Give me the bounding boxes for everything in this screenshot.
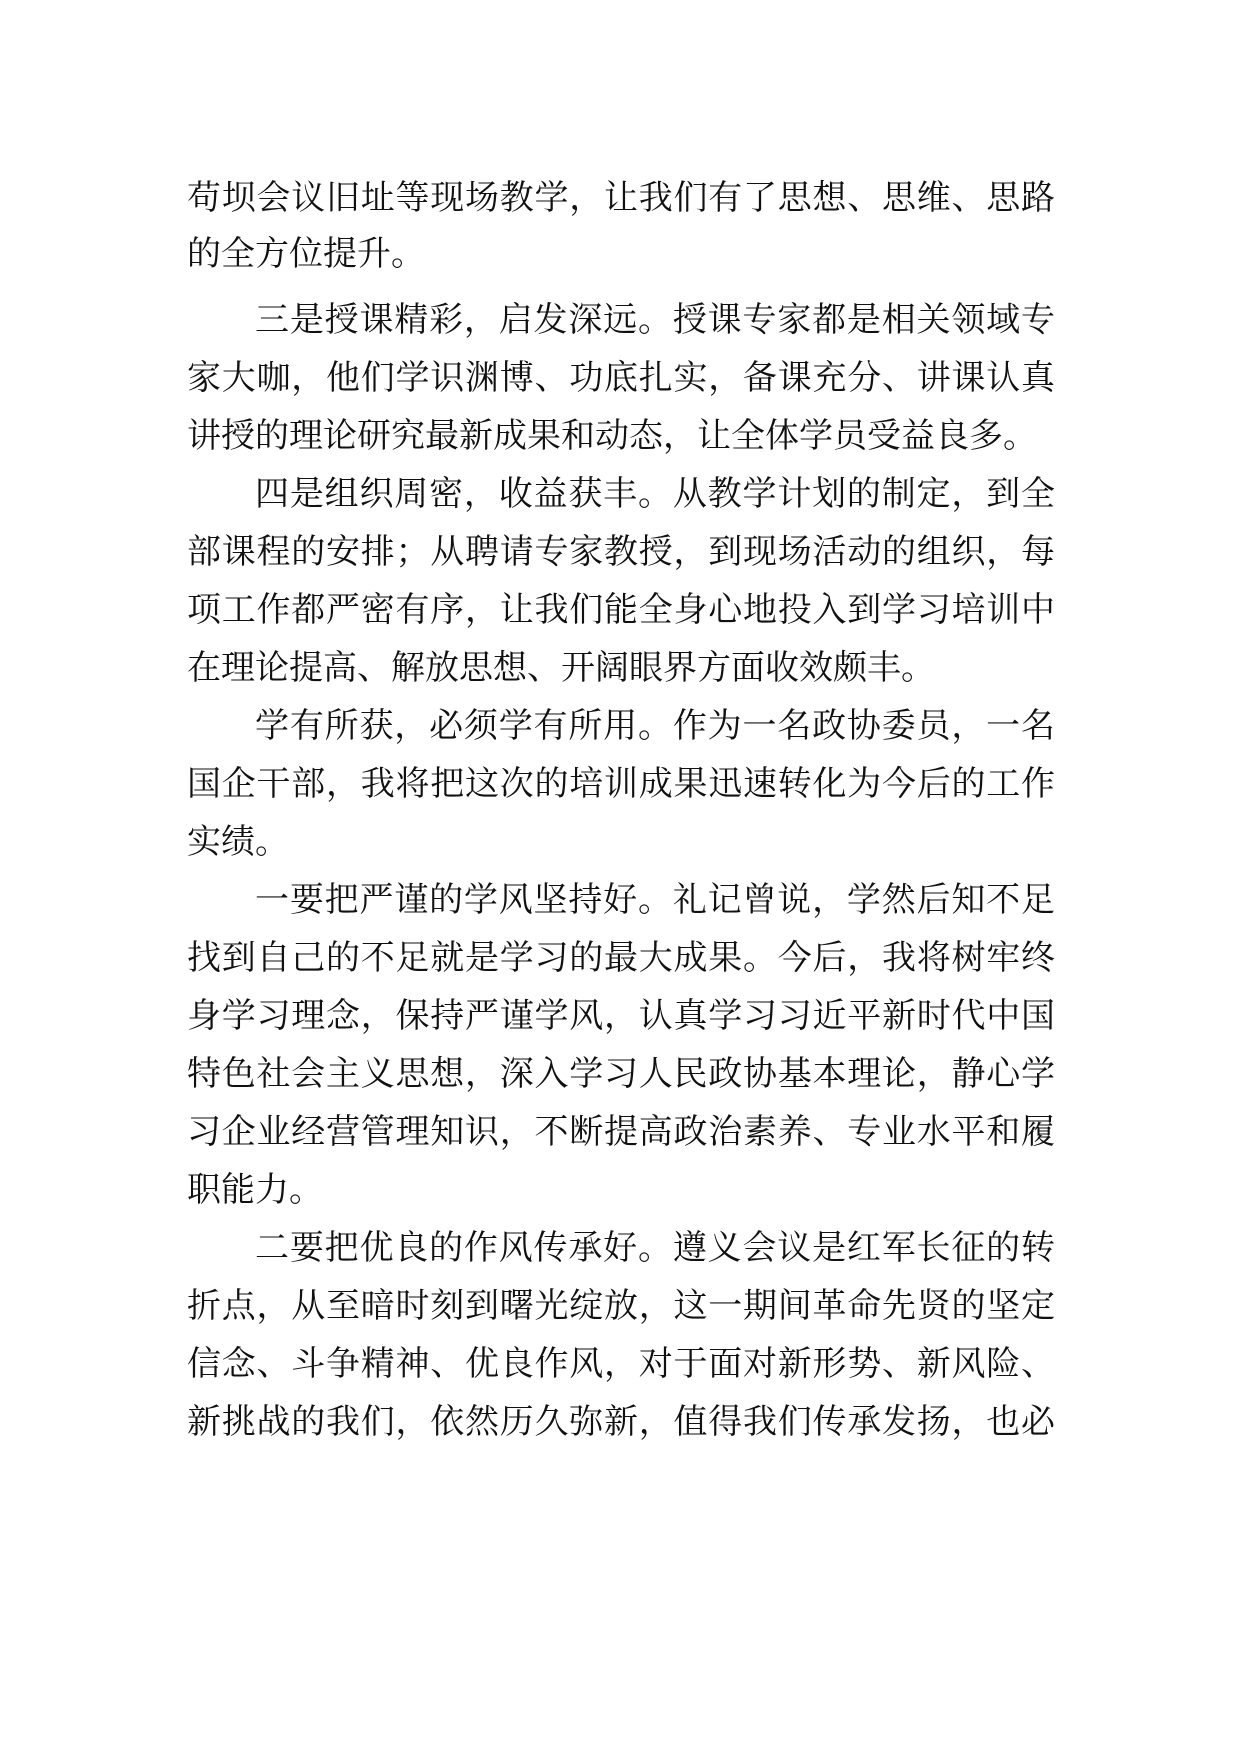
text-line: 二要把优良的作风传承好。遵义会议是红军长征的转 (255, 1228, 1055, 1268)
text-line: 一要把严谨的学风坚持好。礼记曾说，学然后知不足 (255, 880, 1055, 920)
text-line: 新挑战的我们，依然历久弥新，值得我们传承发扬，也必 (187, 1402, 1055, 1442)
text-line: 信念、斗争精神、优良作风，对于面对新形势、新风险、 (187, 1344, 1055, 1384)
text-line: 特色社会主义思想，深入学习人民政协基本理论，静心学 (187, 1054, 1055, 1094)
text-line: 苟坝会议旧址等现场教学，让我们有了思想、思维、思路 (187, 178, 1055, 218)
text-line: 身学习理念，保持严谨学风，认真学习习近平新时代中国 (187, 996, 1055, 1036)
text-line: 家大咖，他们学识渊博、功底扎实，备课充分、讲课认真 (187, 358, 1055, 398)
text-line: 的全方位提升。 (187, 234, 425, 274)
text-line: 找到自己的不足就是学习的最大成果。今后，我将树牢终 (187, 938, 1055, 978)
text-line: 实绩。 (187, 822, 289, 862)
text-line: 四是组织周密，收益获丰。从教学计划的制定，到全 (255, 474, 1055, 514)
text-line: 项工作都严密有序，让我们能全身心地投入到学习培训中 (187, 590, 1055, 630)
text-line: 习企业经营管理知识，不断提高政治素养、专业水平和履 (187, 1112, 1055, 1152)
text-line: 职能力。 (187, 1170, 323, 1210)
text-line: 部课程的安排；从聘请专家教授，到现场活动的组织，每 (187, 532, 1055, 572)
text-line: 讲授的理论研究最新成果和动态，让全体学员受益良多。 (187, 416, 1037, 456)
text-line: 学有所获，必须学有所用。作为一名政协委员，一名 (255, 706, 1055, 746)
text-line: 折点，从至暗时刻到曙光绽放，这一期间革命先贤的坚定 (187, 1286, 1055, 1326)
text-line: 在理论提高、解放思想、开阔眼界方面收效颇丰。 (187, 648, 935, 688)
text-line: 三是授课精彩，启发深远。授课专家都是相关领域专 (255, 300, 1055, 340)
text-line: 国企干部，我将把这次的培训成果迅速转化为今后的工作 (187, 764, 1055, 804)
